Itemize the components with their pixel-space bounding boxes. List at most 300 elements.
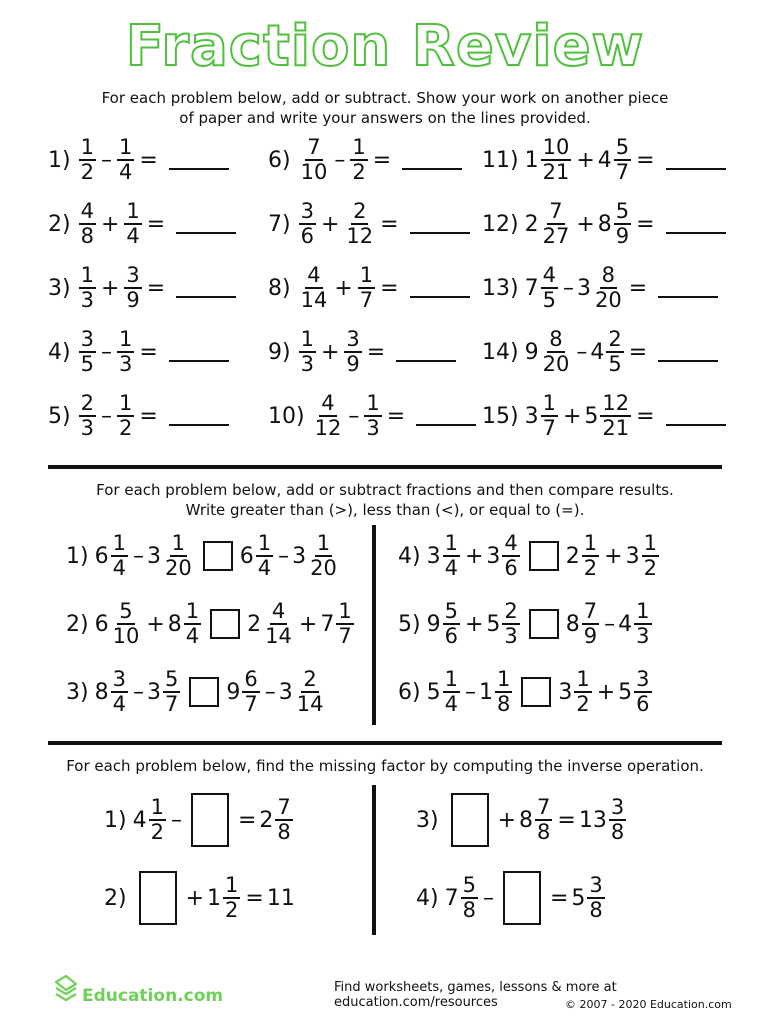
fraction — [606, 328, 623, 376]
problem — [398, 526, 661, 586]
operator: = — [380, 275, 399, 301]
problem-number: 4) — [48, 339, 71, 365]
problem — [48, 130, 229, 190]
operator: + — [298, 611, 318, 637]
section3-instructions — [0, 756, 770, 776]
operator: – — [562, 275, 574, 301]
denominator: 2 — [118, 416, 133, 440]
problem-number: 6) — [268, 147, 291, 173]
whole-number: 8 — [597, 211, 612, 237]
denominator: 4 — [185, 624, 200, 648]
operator: + — [334, 275, 353, 301]
denominator: 2 — [643, 556, 657, 580]
operator: – — [348, 403, 360, 429]
numerator: 7 — [537, 795, 551, 819]
denominator: 3 — [300, 352, 314, 376]
operator: = — [549, 885, 569, 911]
denominator: 9 — [583, 624, 598, 648]
denominator: 2 — [80, 160, 94, 184]
numerator: 3 — [346, 327, 360, 351]
denominator: 3 — [636, 624, 650, 648]
compare-answer-box[interactable] — [203, 541, 233, 571]
numerator: 4 — [504, 531, 518, 555]
whole-number: 4 — [618, 611, 633, 637]
operator: = — [628, 275, 648, 301]
problem — [48, 386, 229, 446]
fraction — [593, 264, 624, 312]
fraction — [79, 264, 96, 312]
whole-number: 8 — [519, 807, 534, 833]
denominator: 6 — [444, 624, 458, 648]
whole-number: 1 — [524, 147, 539, 173]
problem-number: 9) — [268, 339, 291, 365]
problem-number: 12) — [482, 211, 519, 237]
answer-line[interactable] — [410, 278, 470, 298]
whole-number: 6 — [239, 543, 254, 569]
problem-number: 4) — [416, 885, 439, 911]
denominator: 4 — [118, 160, 133, 184]
fraction — [111, 532, 128, 580]
operator: = — [372, 147, 392, 173]
denominator: 3 — [366, 416, 380, 440]
operator: = — [146, 211, 166, 237]
problem — [48, 194, 236, 254]
compare-answer-box[interactable] — [529, 541, 559, 571]
answer-line[interactable] — [410, 214, 470, 234]
denominator: 8 — [80, 224, 94, 248]
operator: – — [482, 885, 494, 911]
denominator: 3 — [80, 416, 94, 440]
problem-number: 6) — [398, 679, 421, 705]
numerator: 3 — [610, 795, 625, 819]
section1-instruction-line2: of paper and write your answers on the lines provided. — [179, 109, 591, 127]
numerator: 1 — [80, 263, 94, 287]
numerator: 2 — [80, 391, 94, 415]
operator: + — [497, 807, 517, 833]
answer-line[interactable] — [402, 150, 462, 170]
denominator: 5 — [542, 288, 556, 312]
denominator: 4 — [444, 556, 458, 580]
fraction — [495, 668, 512, 716]
numerator: 1 — [171, 531, 186, 555]
numerator: 4 — [271, 599, 286, 623]
fraction — [117, 392, 134, 440]
problem-number: 13) — [482, 275, 519, 301]
operator: = — [366, 339, 386, 365]
problem-number: 7) — [268, 211, 291, 237]
whole-number: 1 — [478, 679, 493, 705]
numerator: 2 — [353, 199, 367, 223]
problem-number: 2) — [48, 211, 71, 237]
denominator: 4 — [126, 224, 140, 248]
fraction — [299, 328, 316, 376]
numerator: 3 — [636, 667, 650, 691]
whole-number: 3 — [146, 543, 161, 569]
compare-answer-box[interactable] — [521, 677, 551, 707]
whole-number: 3 — [292, 543, 307, 569]
numerator: 3 — [126, 263, 140, 287]
numerator: 1 — [643, 531, 657, 555]
denominator: 14 — [300, 288, 328, 312]
fraction — [634, 600, 651, 648]
fraction — [149, 796, 166, 844]
problem-number: 8) — [268, 275, 291, 301]
numerator: 5 — [164, 667, 179, 691]
fraction — [299, 136, 330, 184]
numerator: 1 — [118, 391, 133, 415]
numerator: 2 — [504, 599, 518, 623]
answer-line[interactable] — [666, 150, 726, 170]
operator: + — [100, 211, 120, 237]
denominator: 8 — [610, 820, 625, 844]
numerator: 1 — [300, 327, 314, 351]
fraction — [541, 328, 572, 376]
answer-line[interactable] — [176, 214, 236, 234]
section1-instruction-line1: For each problem below, add or subtract. Show your work on another piece — [101, 89, 669, 107]
missing-factor-box[interactable] — [451, 793, 489, 847]
problem — [48, 258, 236, 318]
operator: = — [386, 403, 406, 429]
denominator: 12 — [346, 224, 374, 248]
problem-number: 5) — [48, 403, 71, 429]
section3-column-divider — [372, 785, 376, 935]
operator: = — [139, 147, 158, 173]
missing-factor-box[interactable] — [503, 871, 541, 925]
numerator: 4 — [80, 199, 94, 223]
denominator: 14 — [265, 624, 292, 648]
numerator: 1 — [359, 263, 374, 287]
numerator: 6 — [244, 667, 258, 691]
numerator: 1 — [112, 531, 126, 555]
numerator: 1 — [542, 391, 556, 415]
denominator: 6 — [636, 692, 650, 716]
problem — [66, 662, 327, 722]
problem-number: 2) — [66, 611, 89, 637]
numerator: 4 — [321, 391, 335, 415]
problem — [268, 130, 462, 190]
numerator: 1 — [338, 599, 352, 623]
answer-line[interactable] — [658, 342, 718, 362]
numerator: 5 — [615, 199, 630, 223]
fraction — [502, 532, 519, 580]
whole-number: 8 — [94, 679, 109, 705]
whole-number: 3 — [426, 543, 441, 569]
numerator: 4 — [307, 263, 321, 287]
fraction — [275, 796, 292, 844]
whole-number: 3 — [625, 543, 640, 569]
denominator: 10 — [300, 160, 328, 184]
operator: + — [562, 403, 582, 429]
problem — [66, 526, 341, 586]
operator: – — [334, 147, 346, 173]
problem — [268, 322, 456, 382]
denominator: 2 — [150, 820, 164, 844]
fraction — [313, 392, 344, 440]
problem — [66, 594, 356, 654]
answer-line[interactable] — [169, 150, 229, 170]
operator: + — [146, 611, 165, 637]
numerator: 3 — [112, 667, 126, 691]
denominator: 10 — [112, 624, 140, 648]
answer-line[interactable] — [666, 406, 726, 426]
problem-number: 1) — [66, 543, 89, 569]
fraction — [582, 532, 599, 580]
fraction — [535, 796, 552, 844]
numerator: 1 — [583, 531, 598, 555]
whole-number: 3 — [576, 275, 591, 301]
problem — [268, 258, 470, 318]
compare-answer-box[interactable] — [210, 609, 240, 639]
operator: + — [576, 147, 595, 173]
fraction — [634, 668, 651, 716]
section2-instruction-line2: Write greater than (>), less than (<), or equal to (=). — [185, 501, 585, 519]
answer-line[interactable] — [169, 342, 229, 362]
denominator: 8 — [496, 692, 511, 716]
answer-line[interactable] — [396, 342, 456, 362]
numerator: 2 — [303, 667, 317, 691]
problem — [416, 790, 628, 850]
whole-number: 8 — [565, 611, 580, 637]
numerator: 1 — [225, 873, 239, 897]
whole-number: 3 — [524, 403, 539, 429]
whole-number: 2 — [565, 543, 580, 569]
missing-factor-box[interactable] — [139, 871, 177, 925]
whole-number: 5 — [584, 403, 599, 429]
whole-number: 11 — [266, 885, 295, 911]
numerator: 3 — [589, 873, 603, 897]
fraction — [541, 392, 558, 440]
section3-instruction-line: For each problem below, find the missing factor by computing the inverse operation. — [66, 757, 704, 775]
problem — [268, 194, 470, 254]
fraction — [111, 600, 142, 648]
operator: – — [100, 339, 112, 365]
denominator: 9 — [126, 288, 140, 312]
education-logo-text: Education.com — [82, 986, 224, 1006]
fraction — [461, 874, 478, 922]
problem-number: 15) — [482, 403, 519, 429]
denominator: 9 — [346, 352, 360, 376]
fraction — [124, 264, 141, 312]
numerator: 10 — [542, 135, 570, 159]
numerator: 1 — [576, 667, 590, 691]
fraction — [111, 668, 128, 716]
denominator: 7 — [338, 624, 352, 648]
answer-line[interactable] — [176, 278, 236, 298]
denominator: 7 — [542, 416, 556, 440]
numerator: 1 — [80, 135, 94, 159]
denominator: 3 — [504, 624, 518, 648]
problem-number: 1) — [104, 807, 127, 833]
answer-line[interactable] — [416, 406, 476, 426]
compare-answer-box[interactable] — [189, 677, 219, 707]
numerator: 1 — [352, 135, 366, 159]
whole-number: 2 — [524, 211, 539, 237]
fraction — [344, 328, 361, 376]
denominator: 5 — [608, 352, 622, 376]
whole-number: 3 — [146, 679, 161, 705]
denominator: 8 — [277, 820, 291, 844]
numerator: 5 — [444, 599, 458, 623]
fraction — [79, 136, 96, 184]
operator: = — [636, 403, 655, 429]
section-divider-2 — [48, 741, 722, 745]
operator: = — [146, 275, 166, 301]
denominator: 4 — [112, 556, 126, 580]
problem-number: 3) — [48, 275, 71, 301]
numerator: 4 — [542, 263, 556, 287]
numerator: 1 — [496, 667, 511, 691]
denominator: 4 — [112, 692, 126, 716]
denominator: 14 — [296, 692, 324, 716]
numerator: 7 — [583, 599, 598, 623]
section2-instruction-line1: For each problem below, add or subtract fractions and then compare results. — [96, 481, 674, 499]
whole-number: 5 — [486, 611, 501, 637]
whole-number: 4 — [590, 339, 605, 365]
fraction — [299, 200, 316, 248]
fraction — [242, 668, 259, 716]
worksheet-title: Fraction Review — [125, 14, 645, 79]
numerator: 8 — [549, 327, 563, 351]
problem — [416, 868, 607, 928]
fraction — [358, 264, 375, 312]
problem — [398, 594, 654, 654]
numerator: 1 — [366, 391, 380, 415]
fraction — [609, 796, 626, 844]
fraction — [642, 532, 659, 580]
fraction — [502, 600, 519, 648]
numerator: 8 — [601, 263, 615, 287]
whole-number: 1 — [207, 885, 222, 911]
denominator: 20 — [542, 352, 570, 376]
operator: – — [464, 679, 476, 705]
numerator: 1 — [316, 531, 331, 555]
denominator: 2 — [352, 160, 366, 184]
operator: = — [139, 339, 158, 365]
fraction — [443, 600, 460, 648]
whole-number: 9 — [226, 679, 241, 705]
problem-number: 5) — [398, 611, 421, 637]
whole-number: 4 — [597, 147, 612, 173]
whole-number: 2 — [247, 611, 262, 637]
denominator: 8 — [537, 820, 551, 844]
fraction — [223, 874, 240, 922]
missing-factor-box[interactable] — [191, 793, 229, 847]
fraction — [79, 200, 96, 248]
problem-number: 10) — [268, 403, 305, 429]
fraction — [163, 668, 180, 716]
fraction — [614, 136, 631, 184]
problem — [482, 130, 726, 190]
operator: = — [628, 339, 648, 365]
fraction — [336, 600, 353, 648]
numerator: 1 — [636, 599, 650, 623]
denominator: 5 — [80, 352, 94, 376]
denominator: 8 — [462, 898, 476, 922]
answer-line[interactable] — [658, 278, 718, 298]
operator: = — [139, 403, 158, 429]
whole-number: 3 — [278, 679, 293, 705]
denominator: 7 — [359, 288, 374, 312]
whole-number: 6 — [94, 543, 109, 569]
numerator: 3 — [80, 327, 94, 351]
whole-number: 7 — [524, 275, 539, 301]
denominator: 7 — [244, 692, 258, 716]
numerator: 1 — [118, 327, 133, 351]
footer-copyright: © 2007 - 2020 Education.com — [565, 998, 732, 1011]
compare-answer-box[interactable] — [529, 609, 559, 639]
problem — [482, 386, 726, 446]
operator: + — [464, 611, 484, 637]
whole-number: 6 — [94, 611, 109, 637]
denominator: 6 — [300, 224, 314, 248]
fraction — [350, 136, 367, 184]
fraction — [344, 200, 375, 248]
numerator: 1 — [118, 135, 133, 159]
answer-line[interactable] — [666, 214, 726, 234]
denominator: 21 — [542, 160, 570, 184]
denominator: 20 — [594, 288, 622, 312]
whole-number: 4 — [132, 807, 147, 833]
denominator: 21 — [602, 416, 630, 440]
whole-number: 13 — [578, 807, 607, 833]
numerator: 7 — [307, 135, 321, 159]
numerator: 1 — [150, 795, 164, 819]
problem-number: 1) — [48, 147, 71, 173]
section1-instructions — [0, 88, 770, 128]
section-divider-1 — [48, 465, 722, 469]
problem-number: 3) — [66, 679, 89, 705]
problem-number: 11) — [482, 147, 519, 173]
whole-number: 7 — [320, 611, 335, 637]
numerator: 1 — [126, 199, 140, 223]
denominator: 4 — [257, 556, 272, 580]
problem-number: 3) — [416, 807, 439, 833]
section2-instructions — [0, 480, 770, 520]
denominator: 3 — [118, 352, 133, 376]
operator: + — [604, 543, 623, 569]
whole-number: 2 — [259, 807, 274, 833]
denominator: 2 — [576, 692, 590, 716]
numerator: 1 — [185, 599, 200, 623]
fraction — [79, 392, 96, 440]
operator: – — [132, 543, 144, 569]
numerator: 3 — [300, 199, 314, 223]
whole-number: 5 — [426, 679, 441, 705]
whole-number: 3 — [558, 679, 573, 705]
section2-column-divider — [372, 525, 376, 725]
fraction — [295, 668, 326, 716]
operator: – — [576, 339, 588, 365]
fraction — [541, 200, 572, 248]
numerator: 5 — [462, 873, 476, 897]
fraction — [79, 328, 96, 376]
problem — [482, 322, 718, 382]
operator: = — [380, 211, 399, 237]
numerator: 7 — [277, 795, 291, 819]
answer-line[interactable] — [169, 406, 229, 426]
operator: – — [170, 807, 182, 833]
operator: + — [320, 339, 340, 365]
problem — [482, 258, 718, 318]
operator: – — [100, 403, 112, 429]
fraction — [163, 532, 194, 580]
whole-number: 9 — [426, 611, 441, 637]
education-logo-icon — [52, 972, 80, 1006]
numerator: 1 — [257, 531, 272, 555]
operator: + — [576, 211, 595, 237]
numerator: 12 — [602, 391, 630, 415]
operator: = — [237, 807, 257, 833]
